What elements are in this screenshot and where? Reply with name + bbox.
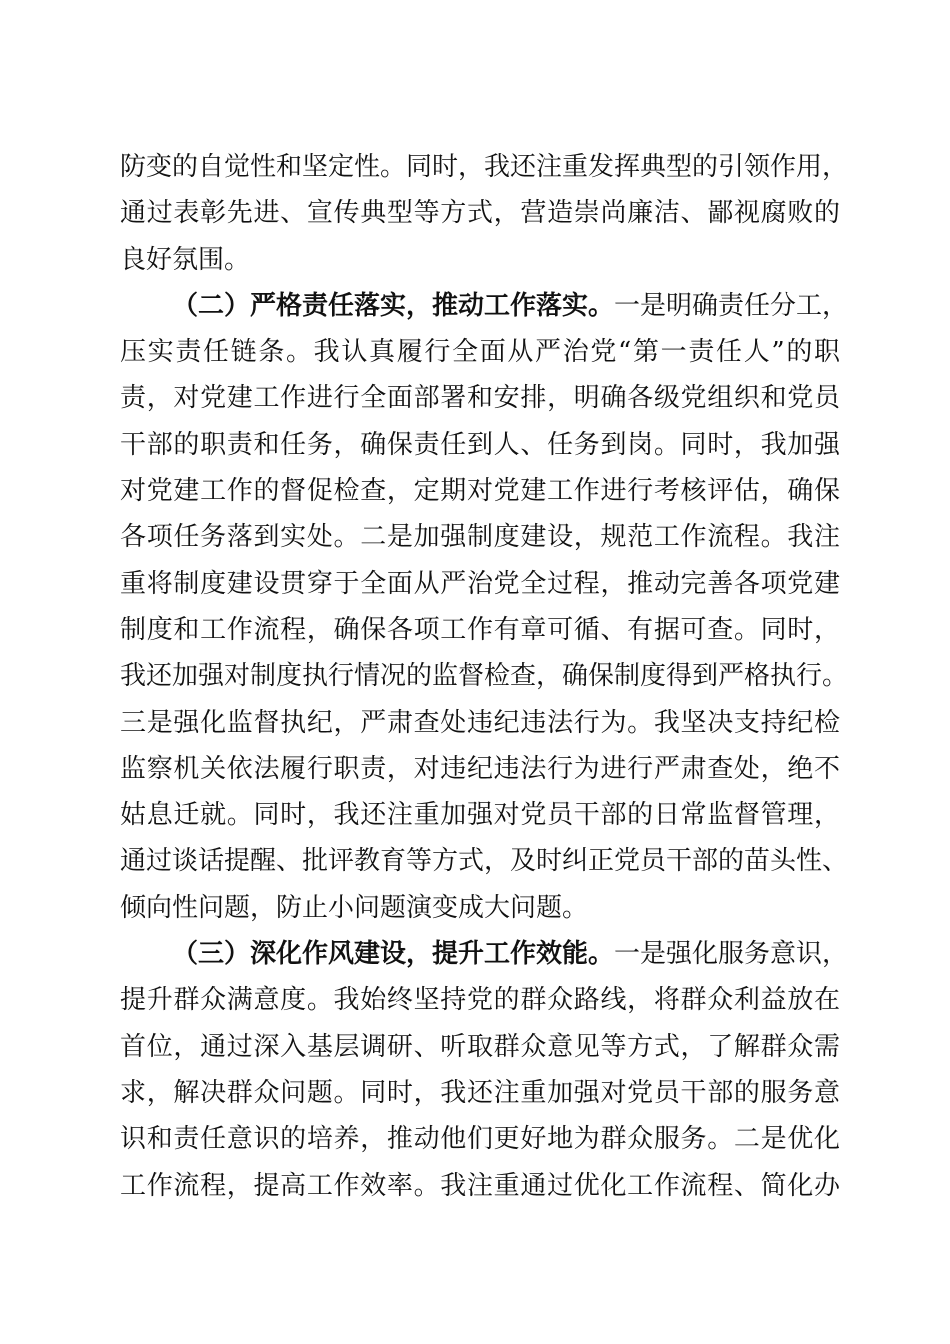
text-line: 各项任务落到实处。二是加强制度建设，规范工作流程。我注 — [120, 522, 840, 553]
text-line: 求，解决群众问题。同时，我还注重加强对党员干部的服务意 — [120, 1077, 840, 1108]
text-line: 良好氛围。 — [120, 244, 251, 275]
text-span: 一是明确责任分工， — [614, 290, 849, 321]
text-line: 三是强化监督执纪，严肃查处违纪违法行为。我坚决支持纪检 — [120, 707, 840, 738]
text-line: 重将制度建设贯穿于全面从严治党全过程，推动完善各项党建 — [120, 568, 840, 599]
text-line: 首位，通过深入基层调研、听取群众意见等方式，了解群众需 — [120, 1031, 840, 1062]
text-line: 姑息迁就。同时，我还注重加强对党员干部的日常监督管理， — [120, 800, 840, 831]
text-line: 压实责任链条。我认真履行全面从严治党“第一责任人”的职 — [120, 337, 840, 368]
section-heading: （二）严格责任落实，推动工作落实。 — [172, 290, 615, 321]
text-line: 通过谈话提醒、批评教育等方式，及时纠正党员干部的苗头性、 — [120, 846, 849, 877]
text-line: 提升群众满意度。我始终坚持党的群众路线，将群众利益放在 — [120, 985, 840, 1016]
text-line: 防变的自觉性和坚定性。同时，我还注重发挥典型的引领作用， — [120, 152, 849, 182]
section-heading: （三）深化作风建设，提升工作效能。 — [172, 939, 615, 970]
text-line: 制度和工作流程，确保各项工作有章可循、有据可查。同时， — [120, 614, 840, 645]
section-heading-line — [120, 931, 849, 977]
body-text — [120, 144, 849, 1209]
text-line: 我还加强对制度执行情况的监督检查，确保制度得到严格执行。 — [120, 661, 849, 692]
text-line: 识和责任意识的培养，推动他们更好地为群众服务。二是优化 — [120, 1124, 840, 1155]
text-line: 对党建工作的督促检查，定期对党建工作进行考核评估，确保 — [120, 476, 840, 507]
text-line: 通过表彰先进、宣传典型等方式，营造崇尚廉洁、鄙视腐败的 — [120, 198, 840, 229]
text-line: 干部的职责和任务，确保责任到人、任务到岗。同时，我加强 — [120, 429, 840, 460]
text-line: 监察机关依法履行职责，对违纪违法行为进行严肃查处，绝不 — [120, 753, 840, 784]
section-heading-line — [120, 283, 849, 329]
text-line: 倾向性问题，防止小问题演变成大问题。 — [120, 892, 589, 923]
text-line: 工作流程，提高工作效率。我注重通过优化工作流程、简化办 — [120, 1170, 840, 1201]
text-span: 一是强化服务意识， — [614, 939, 849, 970]
text-line: 责，对党建工作进行全面部署和安排，明确各级党组织和党员 — [120, 383, 840, 414]
